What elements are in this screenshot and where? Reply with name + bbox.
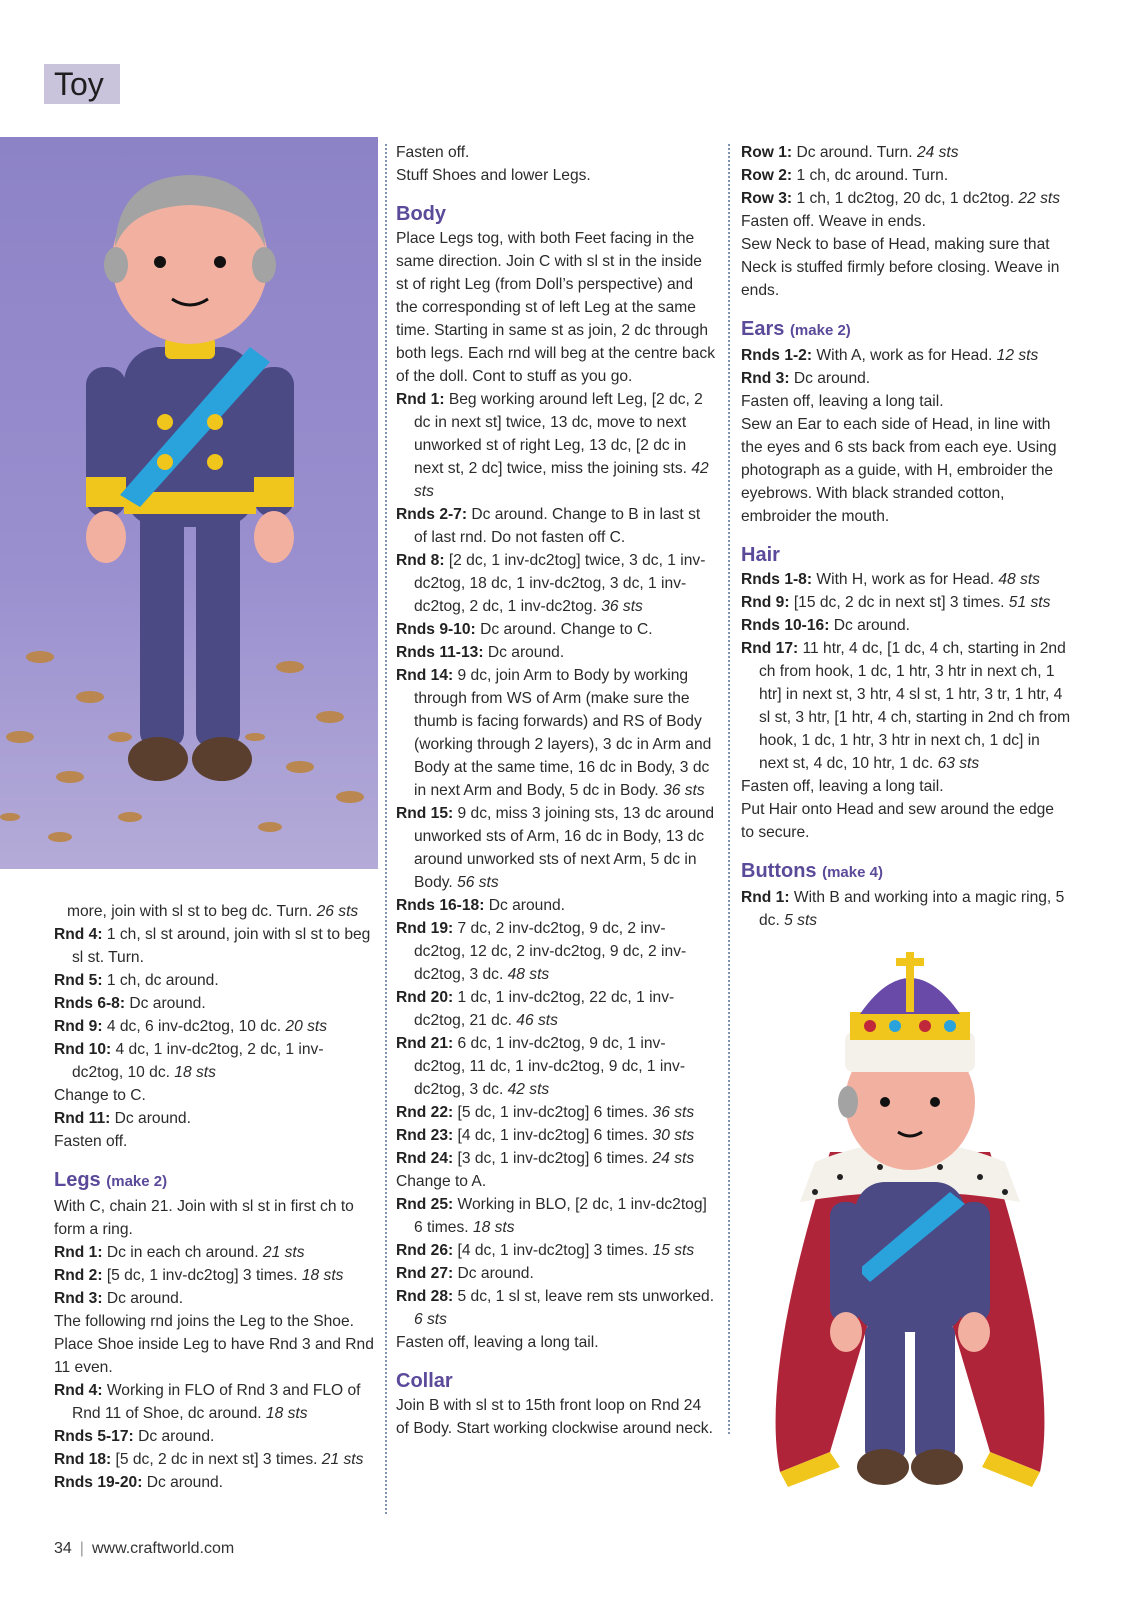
pattern-line: Fasten off, leaving a long tail.	[741, 393, 944, 410]
section-heading: Legs (make 2)	[54, 1169, 168, 1191]
pattern-line: Fasten off.	[396, 144, 470, 161]
pattern-line: Sew an Ear to each side of Head, in line with the eyes and 6 sts back from each eye. Using photograph as a guide, with H, embroider the eyebrows. With black stranded cotton, embroider the mouth.	[741, 416, 1057, 525]
pattern-line: Change to A.	[396, 1173, 487, 1190]
pattern-line: Rnds 1-2: With A, work as for Head. 12 sts	[741, 347, 1039, 364]
pattern-line: Row 3: 1 ch, 1 dc2tog, 20 dc, 1 dc2tog. 22 sts	[741, 190, 1060, 207]
pattern-line: Rnd 18: [5 dc, 2 dc in next st] 3 times. 21 sts	[54, 1451, 364, 1468]
pattern-line: Join B with sl st to 15th front loop on Rnd 24 of Body. Start working clockwise around neck.	[396, 1397, 713, 1437]
pattern-line: Fasten off, leaving a long tail.	[396, 1334, 599, 1351]
pattern-line: Rnd 21: 6 dc, 1 inv-dc2tog, 9 dc, 1 inv-dc2tog, 11 dc, 1 inv-dc2tog, 9 dc, 1 inv-dc2tog, 3 dc. 42 sts	[396, 1035, 686, 1098]
pattern-line: The following rnd joins the Leg to the Shoe. Place Shoe inside Leg to have Rnd 3 and Rnd 11 even.	[54, 1313, 374, 1376]
pattern-line: Stuff Shoes and lower Legs.	[396, 167, 591, 184]
section-heading: Buttons (make 4)	[741, 860, 883, 882]
pattern-line: Rnd 15: 9 dc, miss 3 joining sts, 13 dc around unworked sts of Arm, 16 dc in Body, 13 dc around unworked sts of next Arm, 5 dc in Body. 56 sts	[396, 805, 715, 891]
footer-separator: |	[79, 1540, 84, 1557]
pattern-line: Rnd 27: Dc around.	[396, 1265, 534, 1282]
column-3	[741, 141, 1071, 932]
pattern-line: more, join with sl st to beg dc. Turn. 26 sts	[54, 903, 359, 920]
pattern-line: Rnd 14: 9 dc, join Arm to Body by working through from WS of Arm (make sure the thumb is facing forwards) and RS of Body (working through 2 layers), 3 dc in Arm and Body at the same time, 16 dc in Body, 3 dc in next Arm and Body, 5 dc in Body. 36 sts	[396, 667, 712, 799]
pattern-line: Rnd 10: 4 dc, 1 inv-dc2tog, 2 dc, 1 inv-dc2tog, 10 dc. 18 sts	[54, 1041, 324, 1081]
pattern-line: Rnd 3: Dc around.	[741, 370, 871, 387]
pattern-line: Rnd 20: 1 dc, 1 inv-dc2tog, 22 dc, 1 inv-dc2tog, 21 dc. 46 sts	[396, 989, 675, 1029]
page-footer	[54, 1540, 234, 1558]
pattern-line: Rnds 6-8: Dc around.	[54, 995, 206, 1012]
pattern-line: Rnd 17: 11 htr, 4 dc, [1 dc, 4 ch, starting in 2nd ch from hook, 1 dc, 1 htr, 3 htr in next ch, 1 htr] in next st, 3 htr, 4 sl st, 1 htr, 3 tr, 1 htr, 4 sl st, 3 htr, [1 htr, 4 ch, starting in 2nd ch from hook, 1 dc, 1 htr, 3 htr in next ch, 1 dc] in next st, 4 dc, 10 htr, 1 dc. 63 sts	[741, 640, 1071, 772]
pattern-line: Rnd 1: With B and working into a magic ring, 5 dc. 5 sts	[741, 889, 1065, 929]
doll-photo-crowned	[720, 952, 1100, 1522]
pattern-line: Rnd 4: 1 ch, sl st around, join with sl st to beg sl st. Turn.	[54, 926, 371, 966]
pattern-line: Rnd 1: Dc in each ch around. 21 sts	[54, 1244, 305, 1261]
pattern-line: Rnd 11: Dc around.	[54, 1110, 191, 1127]
pattern-line: Rnd 19: 7 dc, 2 inv-dc2tog, 9 dc, 2 inv-dc2tog, 12 dc, 2 inv-dc2tog, 9 dc, 2 inv-dc2tog, 3 dc. 48 sts	[396, 920, 687, 983]
website-url: www.craftworld.com	[91, 1540, 235, 1557]
pattern-line: Rnds 11-13: Dc around.	[396, 644, 565, 661]
page-number: 34	[54, 1540, 72, 1557]
pattern-line: Rnd 24: [3 dc, 1 inv-dc2tog] 6 times. 24 sts	[396, 1150, 695, 1167]
pattern-line: Rnd 9: [15 dc, 2 dc in next st] 3 times. 51 sts	[741, 594, 1051, 611]
pattern-line: Rnd 5: 1 ch, dc around.	[54, 972, 219, 989]
pattern-line: Rnd 9: 4 dc, 6 inv-dc2tog, 10 dc. 20 sts	[54, 1018, 328, 1035]
pattern-line: Fasten off, leaving a long tail.	[741, 778, 944, 795]
pattern-line: Fasten off. Weave in ends.	[741, 213, 926, 230]
section-tab: Toy	[44, 64, 120, 104]
pattern-line: Rnd 25: Working in BLO, [2 dc, 1 inv-dc2tog] 6 times. 18 sts	[396, 1196, 707, 1236]
pattern-line: Rnd 8: [2 dc, 1 inv-dc2tog] twice, 3 dc, 1 inv-dc2tog, 18 dc, 1 inv-dc2tog, 3 dc, 1 inv-dc2tog, 2 dc, 1 inv-dc2tog. 36 sts	[396, 552, 706, 615]
pattern-line: Rnds 10-16: Dc around.	[741, 617, 911, 634]
pattern-line: Sew Neck to base of Head, making sure that Neck is stuffed firmly before closing. Weave in ends.	[741, 236, 1060, 299]
pattern-line: Change to C.	[54, 1087, 146, 1104]
pattern-line: Rnd 2: [5 dc, 1 inv-dc2tog] 3 times. 18 sts	[54, 1267, 344, 1284]
pattern-line: Rnd 22: [5 dc, 1 inv-dc2tog] 6 times. 36 sts	[396, 1104, 695, 1121]
pattern-line: Rnds 19-20: Dc around.	[54, 1474, 224, 1491]
pattern-line: Place Legs tog, with both Feet facing in the same direction. Join C with sl st in the inside st of right Leg (from Doll’s perspective) and the corresponding st of left Leg at the same time. Starting in same st as join, 2 dc through both legs. Each rnd will beg at the centre back of the doll. Cont to stuff as you go.	[396, 230, 715, 385]
column-divider-1	[385, 144, 387, 1514]
pattern-line: Rnds 2-7: Dc around. Change to B in last st of last rnd. Do not fasten off C.	[396, 506, 701, 546]
pattern-line: Rnd 1: Beg working around left Leg, [2 dc, 2 dc in next st] twice, 13 dc, move to next unworked st of right Leg, 13 dc, [2 dc in next st, 2 dc] twice, miss the joining sts. 42 sts	[396, 391, 709, 500]
pattern-line: Rnd 3: Dc around.	[54, 1290, 184, 1307]
section-heading: Body	[396, 203, 446, 225]
section-heading: Collar	[396, 1370, 453, 1392]
pattern-line: Rnd 28: 5 dc, 1 sl st, leave rem sts unworked. 6 sts	[396, 1288, 715, 1328]
column-1	[54, 900, 374, 1494]
pattern-line: Rnds 1-8: With H, work as for Head. 48 sts	[741, 571, 1040, 588]
pattern-line: Put Hair onto Head and sew around the edge to secure.	[741, 801, 1054, 841]
doll-photo-standing	[0, 137, 378, 869]
pattern-line: Row 2: 1 ch, dc around. Turn.	[741, 167, 949, 184]
section-heading: Hair	[741, 544, 780, 566]
column-2	[396, 141, 716, 1440]
column-divider-2	[728, 144, 730, 1434]
pattern-line: Rnd 23: [4 dc, 1 inv-dc2tog] 6 times. 30 sts	[396, 1127, 695, 1144]
pattern-line: Fasten off.	[54, 1133, 128, 1150]
pattern-line: Rnd 26: [4 dc, 1 inv-dc2tog] 3 times. 15 sts	[396, 1242, 695, 1259]
section-heading: Ears (make 2)	[741, 318, 851, 340]
pattern-line: Rnds 5-17: Dc around.	[54, 1428, 215, 1445]
pattern-line: Row 1: Dc around. Turn. 24 sts	[741, 144, 959, 161]
pattern-line: With C, chain 21. Join with sl st in first ch to form a ring.	[54, 1198, 354, 1238]
pattern-line: Rnd 4: Working in FLO of Rnd 3 and FLO of Rnd 11 of Shoe, dc around. 18 sts	[54, 1382, 361, 1422]
pattern-line: Rnds 9-10: Dc around. Change to C.	[396, 621, 653, 638]
pattern-line: Rnds 16-18: Dc around.	[396, 897, 566, 914]
